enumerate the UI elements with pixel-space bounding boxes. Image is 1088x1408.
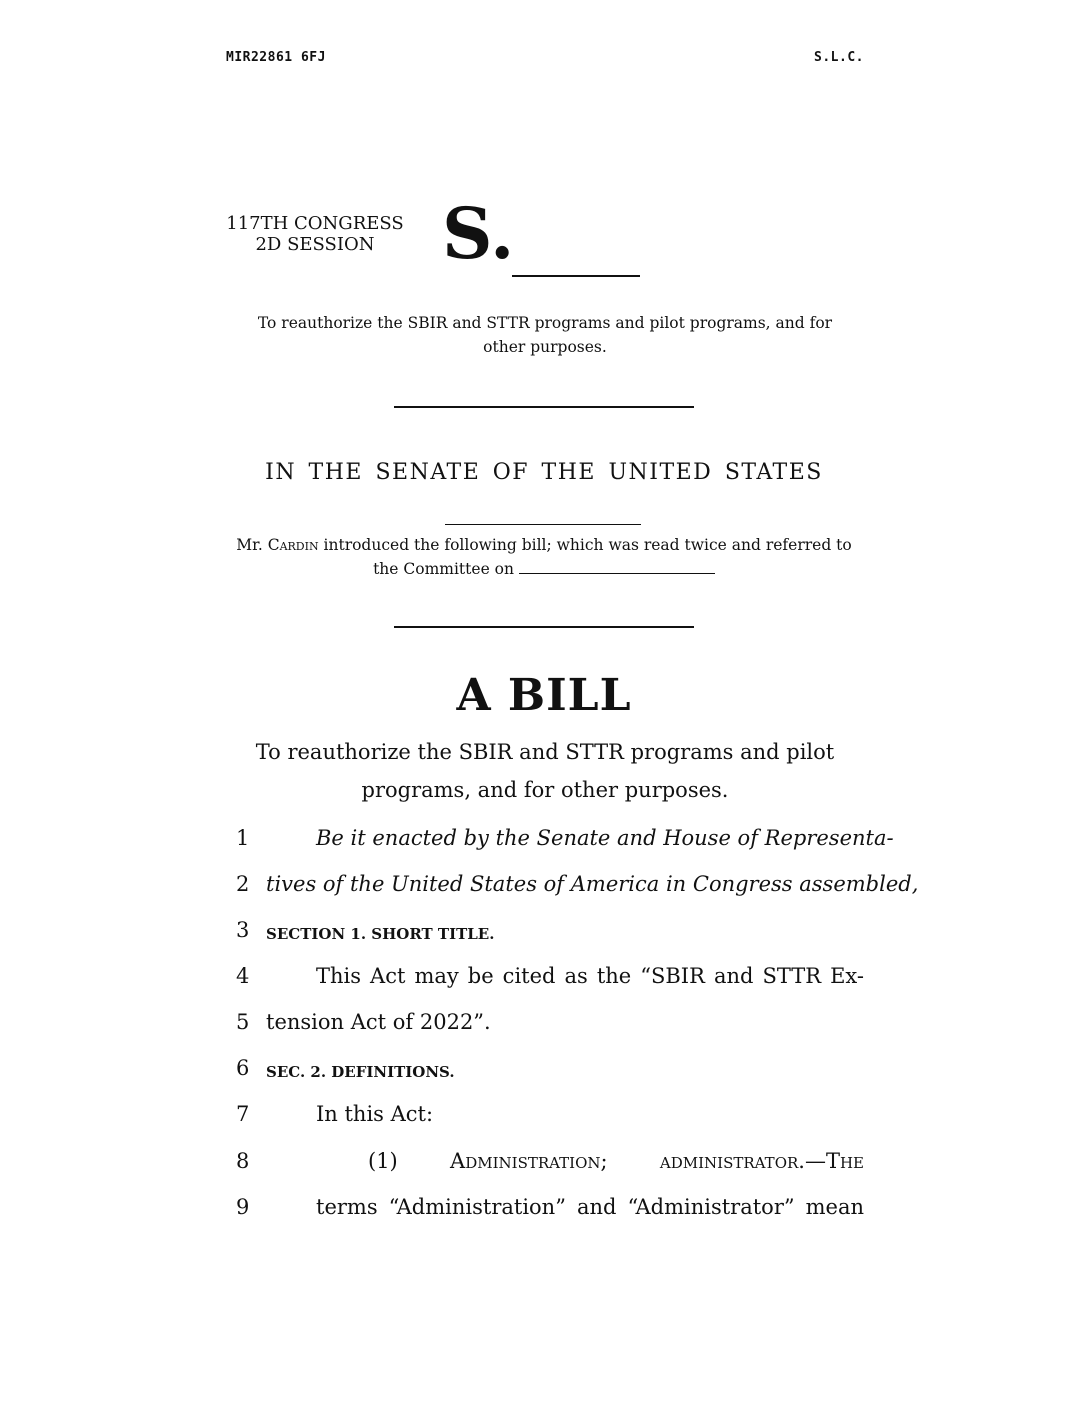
definition-heading-line: (1) Administration; administrator.—The [368, 1149, 864, 1173]
enacting-clause-line: tives of the United States of America in Congress assembled, [266, 872, 919, 896]
line-number: 6 [236, 1056, 250, 1080]
body-line: In this Act: [316, 1102, 434, 1126]
line-number: 1 [236, 826, 250, 850]
line-number: 8 [236, 1149, 250, 1173]
a-bill-title: A BILL [456, 670, 632, 721]
purpose-long: To reauthorize the SBIR and STTR programs and pilot programs, and for other purposes. [255, 740, 835, 802]
committee-blank [519, 559, 715, 574]
body-line: This Act may be cited as the “SBIR and STTR Ex- [316, 964, 864, 988]
line-number: 7 [236, 1102, 250, 1126]
line-number: 9 [236, 1195, 250, 1219]
bill-prefix: S. [442, 192, 515, 275]
line-number: 4 [236, 964, 250, 988]
divider-rule [394, 406, 694, 408]
enacting-clause-line: Be it enacted by the Senate and House of Representa- [316, 826, 894, 850]
congress-number: 117TH CONGRESS [226, 213, 404, 234]
divider-rule-short [445, 524, 641, 525]
slc-marker: S.L.C. [814, 50, 864, 65]
line-number: 3 [236, 918, 250, 942]
session-number: 2D SESSION [255, 234, 375, 255]
sponsor-prefix: Mr. [236, 536, 268, 554]
congress-session-block [226, 213, 404, 255]
section-heading: SEC. 2. DEFINITIONS. [266, 1063, 455, 1081]
intro-text: introduced the following bill; which was read twice and referred to the Committee on [318, 536, 852, 578]
document-code: MIR22861 6FJ [226, 50, 326, 65]
introduction-statement [226, 533, 862, 581]
senate-heading: IN THE SENATE OF THE UNITED STATES [265, 460, 823, 485]
divider-rule [394, 626, 694, 628]
sponsor-name: Cardin [267, 536, 319, 554]
line-number: 5 [236, 1010, 250, 1034]
bill-number-blank [512, 275, 640, 277]
section-heading: SECTION 1. SHORT TITLE. [266, 925, 495, 943]
line-number: 2 [236, 872, 250, 896]
purpose-short: To reauthorize the SBIR and STTR programs and pilot programs, and for other purposes. [257, 314, 833, 356]
body-line: terms “Administration” and “Administrator” mean [316, 1195, 864, 1219]
body-line: tension Act of 2022”. [266, 1010, 491, 1034]
